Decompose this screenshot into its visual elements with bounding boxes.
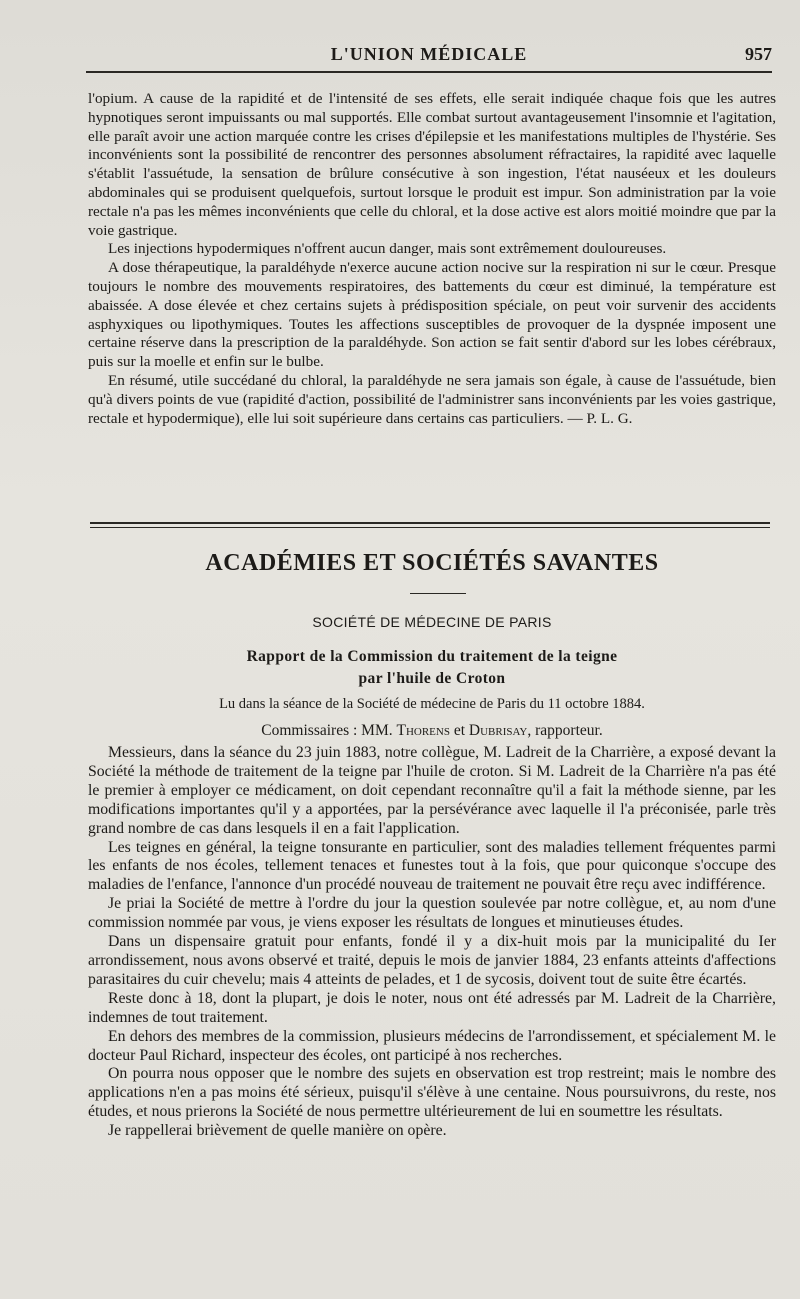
paragraph: l'opium. A cause de la rapidité et de l'intensité de ses effets, elle serait indiquée chaque fois que les autres hypnotiques seront impuissants ou mal supportés. Elle combat surtout avantageusement l'insomnie et l'agitation, elle paraît avoir une action marquée contre les crises d'épilepsie et les manifestations multiples de l'hystérie. Ses inconvénients sont la possibilité de rencontrer des personnes absolument réfractaires, la rapidité avec laquelle s'établit l'assuétude, la sensation de brûlure consécutive à son ingestion, l'état nauséeux et les douleurs abdominales qui se produisent quelquefois, surtout lorsque le produit est impur. Son administration par la voie rectale n'a pas les mêmes inconvénients que celle du chloral, et la dose active est alors moitié moindre que par la voie gastrique. <box>88 90 776 239</box>
paragraph: Reste donc à 18, dont la plupart, je dois le noter, nous ont été adressés par M. Ladreit de la Charrière, indemnes de tout traitement. <box>88 989 776 1026</box>
paragraph: En dehors des membres de la commission, plusieurs médecins de l'arrondissement, et spécialement M. le docteur Paul Richard, inspecteur des écoles, ont participé à nos recherches. <box>88 1027 776 1064</box>
commissioners-prefix: Commissaires : MM. <box>261 722 397 739</box>
page-header <box>86 40 772 70</box>
paragraph: En résumé, utile succédané du chloral, la paraldéhyde ne sera jamais son égale, à cause de l'assuétude, bien qu'à divers points de vue (rapidité d'action, possibilité de l'administrer sans inconvénients par les voies gastrique, rectale et hypodermique), elle lui soit supérieure dans certains cas particuliers. — P. L. G. <box>88 371 776 427</box>
commissioners-mid: et <box>449 722 469 739</box>
title-rule <box>410 593 466 594</box>
header-rule <box>86 71 772 73</box>
paragraph: A dose thérapeutique, la paraldéhyde n'exerce aucune action nocive sur la respiration ni sur le cœur. Presque toujours le nombre des mouvements respiratoires, des battements du cœur est diminué, la température est abaissée. A dose élevée et chez certains sujets à prédisposition spéciale, on peut voir survenir des accidents asphyxiques ou lipothymiques. Toutes les affections susceptibles de provoquer de la dyspnée imposent une certaine réserve dans la prescription de la paraldéhyde. Son action se fait sentir d'abord sur les lobes cérébraux, puis sur la moelle et enfin sur le bulbe. <box>88 259 776 371</box>
section-title: ACADÉMIES ET SOCIÉTÉS SAVANTES <box>205 550 659 576</box>
paragraph: Dans un dispensaire gratuit pour enfants, fondé il y a dix-huit mois par la municipalité du Ier arrondissement, nous avons observé et traité, depuis le mois de janvier 1884, 23 enfants atteints d'affections parasitaires du cuir chevelu; mais 4 atteints de pelades, et 1 de sycosis, doivent tout de suite être écartés. <box>88 933 776 988</box>
running-title: L'UNION MÉDICALE <box>330 44 528 64</box>
society-name: SOCIÉTÉ DE MÉDECINE DE PARIS <box>312 614 552 630</box>
report-title-line: par l'huile de Croton <box>358 670 506 687</box>
paragraph: Je rappellerai brièvement de quelle manière on opère. <box>108 1122 447 1140</box>
commissioners-line <box>88 722 776 740</box>
section-divider-thin <box>90 527 770 528</box>
article-continuation <box>88 90 776 428</box>
paragraph: Messieurs, dans la séance du 23 juin 1883, notre collègue, M. Ladreit de la Charrière, a exposé devant la Société la méthode de traitement de la teigne par l'huile de croton. Si M. Ladreit de la Charrière n'a pas été le premier à employer ce médicament, on doit cependant reconnaître qu'il a fait la méthode sienne, par les modifications importantes qu'il y a apportées, par la persévérance avec laquelle il l'a préconisée, parle très grand nombre de cas dans lesquels il en a fait l'application. <box>88 744 776 837</box>
section-divider <box>90 522 770 524</box>
read-date-line: Lu dans la séance de la Société de médecine de Paris du 11 octobre 1884. <box>219 696 645 712</box>
paragraph: Les teignes en général, la teigne tonsurante en particulier, sont des maladies tellement fréquentes parmi les enfants de nos écoles, tellement tenaces et funestes tout à la fois, que pour quiconque s'occupe des maladies de l'enfance, l'annonce d'un procédé nouveau de traitement ne pouvait être reçu avec indifférence. <box>88 838 776 894</box>
paragraph: On pourra nous opposer que le nombre des sujets en observation est trop restreint; mais le nombre des applications n'en a pas moins été sérieux, puisqu'il s'élève à une centaine. Nous poursuivrons, du reste, nos études, et nous prierons la Société de nous permettre ultérieurement de lui en soumettre les résultats. <box>88 1065 776 1121</box>
report-title-line: Rapport de la Commission du traitement de la teigne <box>246 648 618 665</box>
commissioners-suffix: , rapporteur. <box>527 722 603 739</box>
paragraph: Les injections hypodermiques n'offrent aucun danger, mais sont extrêmement douloureuses. <box>108 240 667 258</box>
report-title <box>88 646 776 690</box>
commissioner-name: Dubrisay <box>468 722 528 739</box>
paragraph: Je priai la Société de mettre à l'ordre du jour la question soulevée par notre collègue, et, au nom d'une commission nommée par vous, je viens exposer les résultats de longues et minutieuses études. <box>88 895 776 932</box>
commissioner-name: Thorens <box>396 722 450 739</box>
page-number: 957 <box>745 44 772 64</box>
report-body <box>88 744 776 1141</box>
